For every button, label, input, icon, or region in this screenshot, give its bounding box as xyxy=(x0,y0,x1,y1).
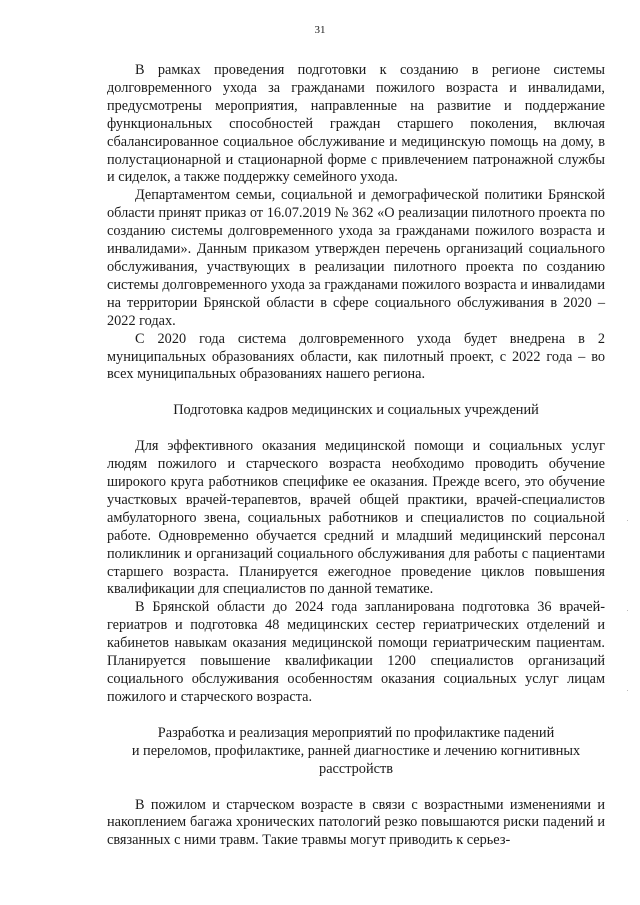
scan-margin-dot xyxy=(627,520,628,521)
spacer xyxy=(107,384,605,402)
scan-margin-dot xyxy=(627,610,628,611)
section-heading-line-3: расстройств xyxy=(319,760,393,777)
section-heading-line-2: и переломов, профилактике, ранней диагностике и лечению когнитивных xyxy=(131,742,581,759)
paragraph: Для эффективного оказания медицинской помощи и социальных услуг людям пожилого и старческого возраста необходимо проводить обучение широкого круга работников специфике ее оказания. Прежде всего, это обучение участковых врачей-терапевтов, врачей общей практики, врачей-специалистов амбулаторного звена, социальных работников и специалистов по социальной работе. Одновременно обучается средний и младший медицинский персонал поликлиник и организаций социального обслуживания для работы с пациентами старшего возраста. Планируется ежегодное проведение циклов повышения квалификации для специалистов по данной тематике. xyxy=(107,438,605,598)
section-heading-line-1: Разработка и реализация мероприятий по профилактике падений xyxy=(157,724,555,741)
spacer xyxy=(107,779,605,797)
spacer xyxy=(107,707,605,725)
spacer xyxy=(107,420,605,438)
paragraph: В пожилом и старческом возрасте в связи с возрастными изменениями и накоплением багажа хронических патологий резко повышаются риски падений и связанных с ними травм. Такие травмы могут приводить к серьез- xyxy=(107,796,605,849)
paragraph: Департаментом семьи, социальной и демографической политики Брянской области принят приказ от 16.07.2019 № 362 «О реализации пилотного проекта по созданию системы долговременного ухода за гражданами пожилого возраста и инвалидами». Данным приказом утвержден перечень организаций социального обслуживания, участвующих в реализации пилотного проекта по созданию системы долговременного ухода за гражданами пожилого возраста и инвалидами на территории Брянской области в сфере социального обслуживания в 2020 – 2022 годах. xyxy=(107,187,605,329)
page-content xyxy=(107,62,605,850)
section-heading: Подготовка кадров медицинских и социальных учреждений xyxy=(173,402,539,419)
paragraph: В Брянской области до 2024 года запланирована подготовка 36 врачей-гериатров и подготовка 48 медицинских сестер гериатрических отделений и кабинетов навыкам оказания медицинской помощи гериатрическим пациентам. Планируется повышение квалификации 1200 специалистов организаций социального обслуживания особенностям оказания социальных услуг лицам пожилого и старческого возраста. xyxy=(107,599,605,705)
scan-margin-dot xyxy=(627,690,628,691)
paragraph: В рамках проведения подготовки к созданию в регионе системы долговременного ухода за гражданами пожилого возраста и инвалидами, предусмотрены мероприятия, направленные на развитие и поддержание функциональных способностей граждан старшего поколения, включая сбалансированное социальное обслуживание и медицинскую помощь на дому, в полустационарной и стационарной форме с привлечением патронажной службы и сиделок, а также поддержку семейного ухода. xyxy=(107,62,605,186)
paragraph: С 2020 года система долговременного ухода будет внедрена в 2 муниципальных образованиях области, как пилотный проект, с 2022 года – во всех муниципальных образованиях нашего региона. xyxy=(107,330,605,383)
page-number: 31 xyxy=(314,24,326,36)
